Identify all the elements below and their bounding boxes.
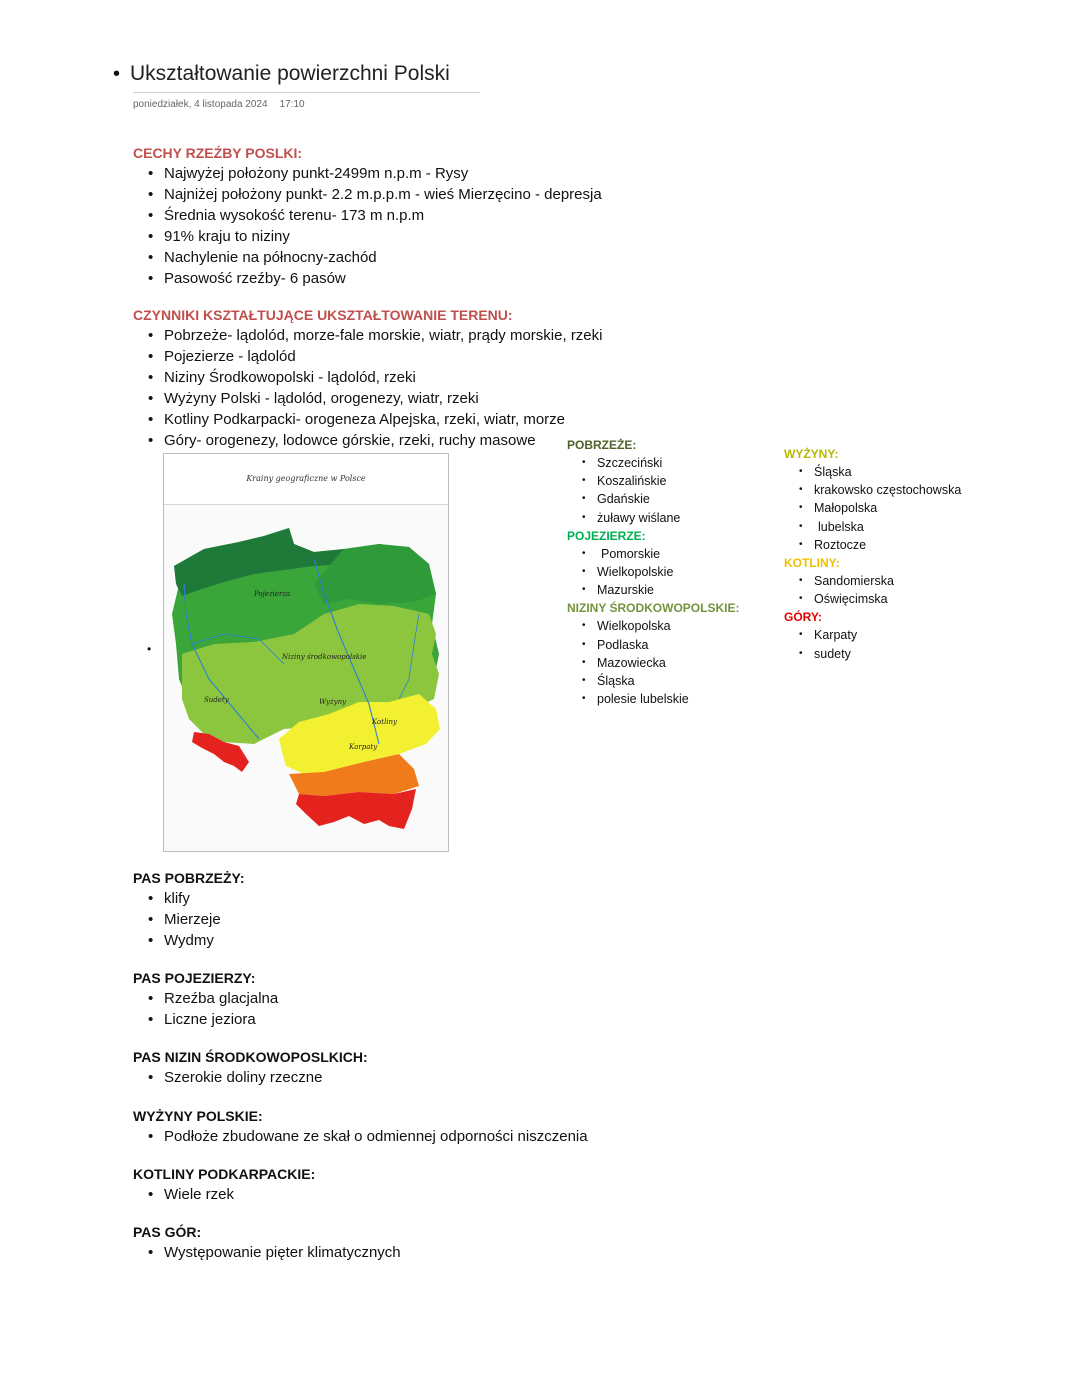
region-heading-kotliny: KOTLINY: — [784, 556, 840, 571]
list-item: • Wyżyny Polski - lądolód, orogenezy, wiatr, rzeki — [133, 388, 753, 409]
list-item: • Występowanie pięter klimatycznych — [133, 1242, 753, 1263]
section-pas-gor — [133, 1222, 753, 1263]
region-item: • Wielkopolska — [567, 617, 739, 635]
section-heading: PAS POJEZIERZY: — [133, 970, 256, 986]
region-item: • Sandomierska — [784, 572, 961, 590]
region-heading-pojezierze: POJEZIERZE: — [567, 528, 646, 543]
section-kotliny-podkarpackie — [133, 1164, 753, 1205]
region-item: • Śląska — [784, 463, 961, 481]
page-timestamp — [133, 99, 305, 110]
region-item: • Oświęcimska — [784, 590, 961, 608]
title-divider — [133, 92, 480, 93]
map-label-wyzyny: Wyżyny — [319, 698, 347, 706]
list-item: • Podłoże zbudowane ze skał o odmiennej odporności niszczenia — [133, 1126, 753, 1147]
list-item: • Pojezierze - lądolód — [133, 346, 753, 367]
list-item: • Wiele rzek — [133, 1184, 753, 1205]
list-item: • Średnia wysokość terenu- 173 m n.p.m — [133, 205, 753, 226]
section-pas-pojezierzy — [133, 968, 753, 1030]
section-heading: PAS POBRZEŻY: — [133, 870, 245, 886]
section-heading: PAS GÓR: — [133, 1224, 202, 1240]
section-heading: CECHY RZEŹBY POSLKI: — [133, 145, 303, 161]
map-image[interactable] — [163, 453, 449, 852]
region-item: • Pomorskie — [567, 545, 739, 563]
region-heading-niziny: NIZINY ŚRODKOWOPOLSKIE: — [567, 601, 740, 616]
stray-bullet: • — [147, 642, 152, 656]
list-item: • 91% kraju to niziny — [133, 226, 753, 247]
region-item: • Szczeciński — [567, 454, 739, 472]
list-item: • Kotliny Podkarpacki- orogeneza Alpejska, rzeki, wiatr, morze — [133, 409, 753, 430]
map-label-niziny: Niziny środkowopolskie — [282, 653, 367, 661]
region-item: • Gdańskie — [567, 490, 739, 508]
region-item: • Koszalińskie — [567, 472, 739, 490]
regions-right-column — [784, 445, 961, 663]
page-title-row — [113, 62, 450, 86]
section-wyzyny-polskie — [133, 1106, 753, 1147]
region-item: • Podlaska — [567, 636, 739, 654]
regions-left-column — [567, 436, 739, 708]
list-item: • Niziny Środkowopolski - lądolód, rzeki — [133, 367, 753, 388]
list-item: • Nachylenie na północny-zachód — [133, 247, 753, 268]
poland-map — [164, 504, 448, 851]
region-item: • Wielkopolskie — [567, 563, 739, 581]
list-item: • Rzeźba glacjalna — [133, 988, 753, 1009]
map-caption: Krainy geograficzne w Polsce — [246, 474, 366, 483]
section-heading: WYŻYNY POLSKIE: — [133, 1108, 263, 1124]
map-label-kotliny: Kotliny — [372, 718, 398, 726]
map-label-sudety: Sudety — [204, 696, 229, 704]
region-item: • Karpaty — [784, 626, 961, 644]
region-item: • sudety — [784, 645, 961, 663]
list-item: • Liczne jeziora — [133, 1009, 753, 1030]
title-bullet: • — [113, 63, 121, 85]
section-czynniki — [133, 305, 753, 451]
page-time: 17:10 — [279, 99, 305, 110]
map-label-karpaty: Karpaty — [349, 743, 378, 751]
list-item: • Szerokie doliny rzeczne — [133, 1067, 753, 1088]
section-pas-nizin — [133, 1047, 753, 1088]
list-item: • klify — [133, 888, 753, 909]
list-item: • Wydmy — [133, 930, 753, 951]
section-heading: PAS NIZIN ŚRODKOWOPOSLKICH: — [133, 1049, 368, 1065]
section-heading: KOTLINY PODKARPACKIE: — [133, 1166, 316, 1182]
page-date: poniedziałek, 4 listopada 2024 — [133, 99, 268, 110]
region-item: • Małopolska — [784, 499, 961, 517]
page-title[interactable]: Ukształtowanie powierzchni Polski — [130, 62, 450, 85]
list-item: • Góry- orogenezy, lodowce górskie, rzeki, ruchy masowe — [133, 430, 753, 451]
region-item: • lubelska — [784, 518, 961, 536]
list-item: • Pobrzeże- lądolód, morze-fale morskie, wiatr, prądy morskie, rzeki — [133, 325, 753, 346]
region-item: • krakowsko częstochowska — [784, 481, 961, 499]
region-heading-gory: GÓRY: — [784, 610, 822, 625]
map-caption-area — [164, 454, 448, 505]
region-heading-pobrzeze: POBRZEŻE: — [567, 438, 637, 452]
region-item: • Roztocze — [784, 536, 961, 554]
region-item: • Mazowiecka — [567, 654, 739, 672]
region-item: • Mazurskie — [567, 581, 739, 599]
region-heading-wyzyny: WYŻYNY: — [784, 447, 839, 461]
section-cechy — [133, 143, 753, 289]
region-item: • Śląska — [567, 672, 739, 690]
map-label-pojezierze: Pojezierza — [254, 590, 291, 598]
list-item: • Pasowość rzeźby- 6 pasów — [133, 268, 753, 289]
list-item: • Mierzeje — [133, 909, 753, 930]
list-item: • Najwyżej położony punkt-2499m n.p.m - Rysy — [133, 163, 753, 184]
region-item: • żuławy wiślane — [567, 509, 739, 527]
section-pas-pobrzezy — [133, 868, 753, 951]
list-item: • Najniżej położony punkt- 2.2 m.p.p.m - wieś Mierzęcino - depresja — [133, 184, 753, 205]
section-heading: CZYNNIKI KSZTAŁTUJĄCE UKSZTAŁTOWANIE TERENU: — [133, 307, 513, 323]
region-item: • polesie lubelskie — [567, 690, 739, 708]
